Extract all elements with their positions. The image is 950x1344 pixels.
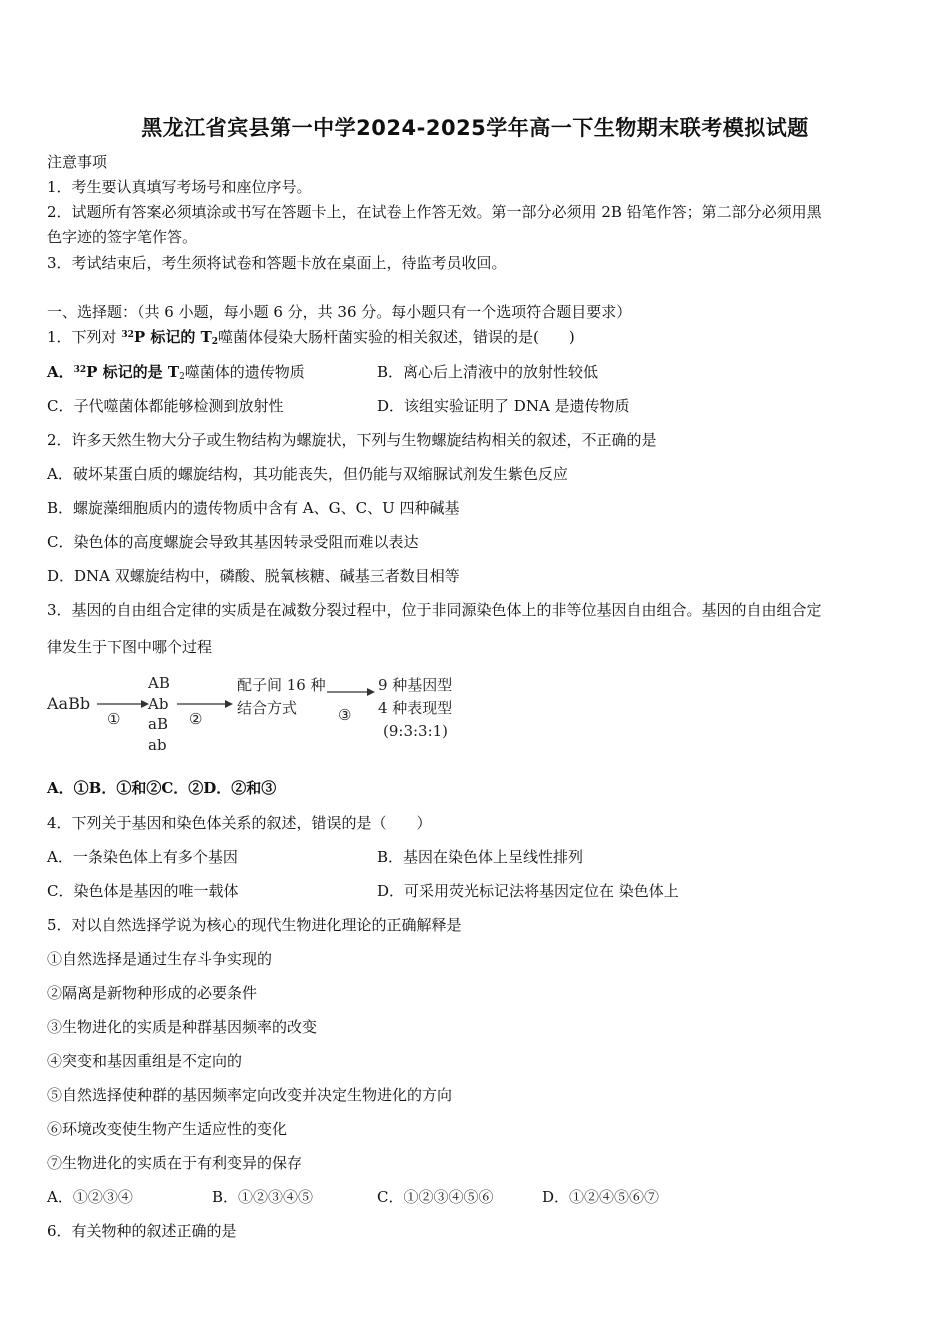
question-5-stem: 5．对以自然选择学说为核心的现代生物进化理论的正确解释是 [47,916,462,934]
q1-opta-part: 噬菌体的遗传物质 [184,363,305,381]
q1-stem-part: 1．下列对 [47,328,122,346]
q1-option-d: D．该组实验证明了 DNA 是遗传物质 [377,397,630,415]
q4-option-b: B．基因在染色体上呈线性排列 [377,848,584,866]
diagram-combine-1: 配子间 16 种 [237,676,326,694]
q1-stem-part: P 标记的 T [133,328,212,346]
question-4-stem: 4．下列关于基因和染色体关系的叙述，错误的是（ ） [47,814,432,832]
q5-item-7: ⑦生物进化的实质在于有利变异的保存 [47,1154,303,1172]
q5-item-2: ②隔离是新物种形成的必要条件 [47,984,258,1002]
q2-option-d: D．DNA 双螺旋结构中，磷酸、脱氧核糖、碱基三者数目相等 [47,567,460,585]
diagram-result-3: (9:3:3:1) [383,722,449,740]
q5-option-c: C．①②③④⑤⑥ [377,1188,494,1206]
question-1-stem [47,327,575,347]
section-heading: 一、选择题：（共 6 小题，每小题 6 分，共 36 分。每小题只有一个选项符合题目要求） [47,303,632,321]
q4-option-d: D．可采用荧光标记法将基因定位在 染色体上 [377,882,679,900]
q2-option-c: C．染色体的高度螺旋会导致其基因转录受阻而难以表达 [47,533,419,551]
q1-stem-sup: 32 [121,330,134,340]
q4-option-a: A．一条染色体上有多个基因 [47,848,238,866]
arrow-3-head [367,688,375,696]
q5-option-d: D．①②④⑤⑥⑦ [542,1188,660,1206]
q1-opta-sub: 2 [179,372,185,382]
option-letter: A． [47,363,74,381]
q1-stem-part: 噬菌体侵染大肠杆菌实验的相关叙述，错误的是( ) [218,328,575,346]
q5-item-3: ③生物进化的实质是种群基因频率的改变 [47,1018,318,1036]
notice-item-2: 2．试题所有答案必须填涂或书写在答题卡上，在试卷上作答无效。第一部分必须用 2B 铅笔作答；第二部分必须用黑 [47,203,822,221]
diagram-step-1: ① [107,710,121,728]
q2-option-a: A．破坏某蛋白质的螺旋结构，其功能丧失，但仍能与双缩脲试剂发生紫色反应 [47,465,568,483]
gamete-ab-upper: AB [148,674,170,692]
q5-item-6: ⑥环境改变使生物产生适应性的变化 [47,1120,288,1138]
diagram-result-1: 9 种基因型 [378,676,453,694]
notice-item-3: 3．考试结束后，考生须将试卷和答题卡放在桌面上，待监考员收回。 [47,254,507,272]
question-2-stem: 2．许多天然生物大分子或生物结构为螺旋状，下列与生物螺旋结构相关的叙述，不正确的是 [47,431,657,449]
notice-item-1: 1．考生要认真填写考场号和座位序号。 [47,178,312,196]
arrow-2-head [225,700,233,708]
q4-option-c: C．染色体是基因的唯一载体 [47,882,239,900]
q1-opta-sup: 32 [73,365,87,375]
q1-opta-part: P 标记的是 T [86,363,180,381]
diagram-combine-2: 结合方式 [237,699,298,717]
notice-item-2-cont: 色字迹的签字笔作答。 [47,228,198,246]
page-title: 黑龙江省宾县第一中学2024-2025学年高一下生物期末联考模拟试题 [141,116,809,140]
genetics-process-diagram [45,672,465,758]
q1-option-c: C．子代噬菌体都能够检测到放射性 [47,397,284,415]
q1-option-b: B．离心后上清液中的放射性较低 [377,363,599,381]
q1-stem-sub: 2 [211,337,218,347]
q3-options: A．①B．①和②C．②D．②和③ [47,779,277,797]
q5-item-5: ⑤自然选择使种群的基因频率定向改变并决定生物进化的方向 [47,1086,453,1104]
diagram-step-2: ② [189,710,203,728]
diagram-step-3: ③ [338,706,352,724]
q5-item-4: ④突变和基因重组是不定向的 [47,1052,243,1070]
q5-item-1: ①自然选择是通过生存斗争实现的 [47,950,273,968]
gamete-ab-mixed-2: aB [148,715,168,733]
question-3-stem-cont: 律发生于下图中哪个过程 [47,638,213,656]
diagram-result-2: 4 种表现型 [378,699,453,717]
q5-option-a: A．①②③④ [47,1188,133,1206]
question-6-stem: 6．有关物种的叙述正确的是 [47,1222,237,1240]
gamete-ab-lower: ab [148,736,167,754]
gamete-ab-mixed: Ab [148,695,169,713]
notice-heading: 注意事项 [47,153,108,171]
question-3-stem: 3．基因的自由组合定律的实质是在减数分裂过程中，位于非同源染色体上的非等位基因自由组合。基因的自由组合定 [47,601,822,619]
diagram-start: AaBb [47,694,91,713]
q5-option-b: B．①②③④⑤ [212,1188,314,1206]
q1-option-a [47,362,305,382]
q2-option-b: B．螺旋藻细胞质内的遗传物质中含有 A、G、C、U 四种碱基 [47,499,460,517]
